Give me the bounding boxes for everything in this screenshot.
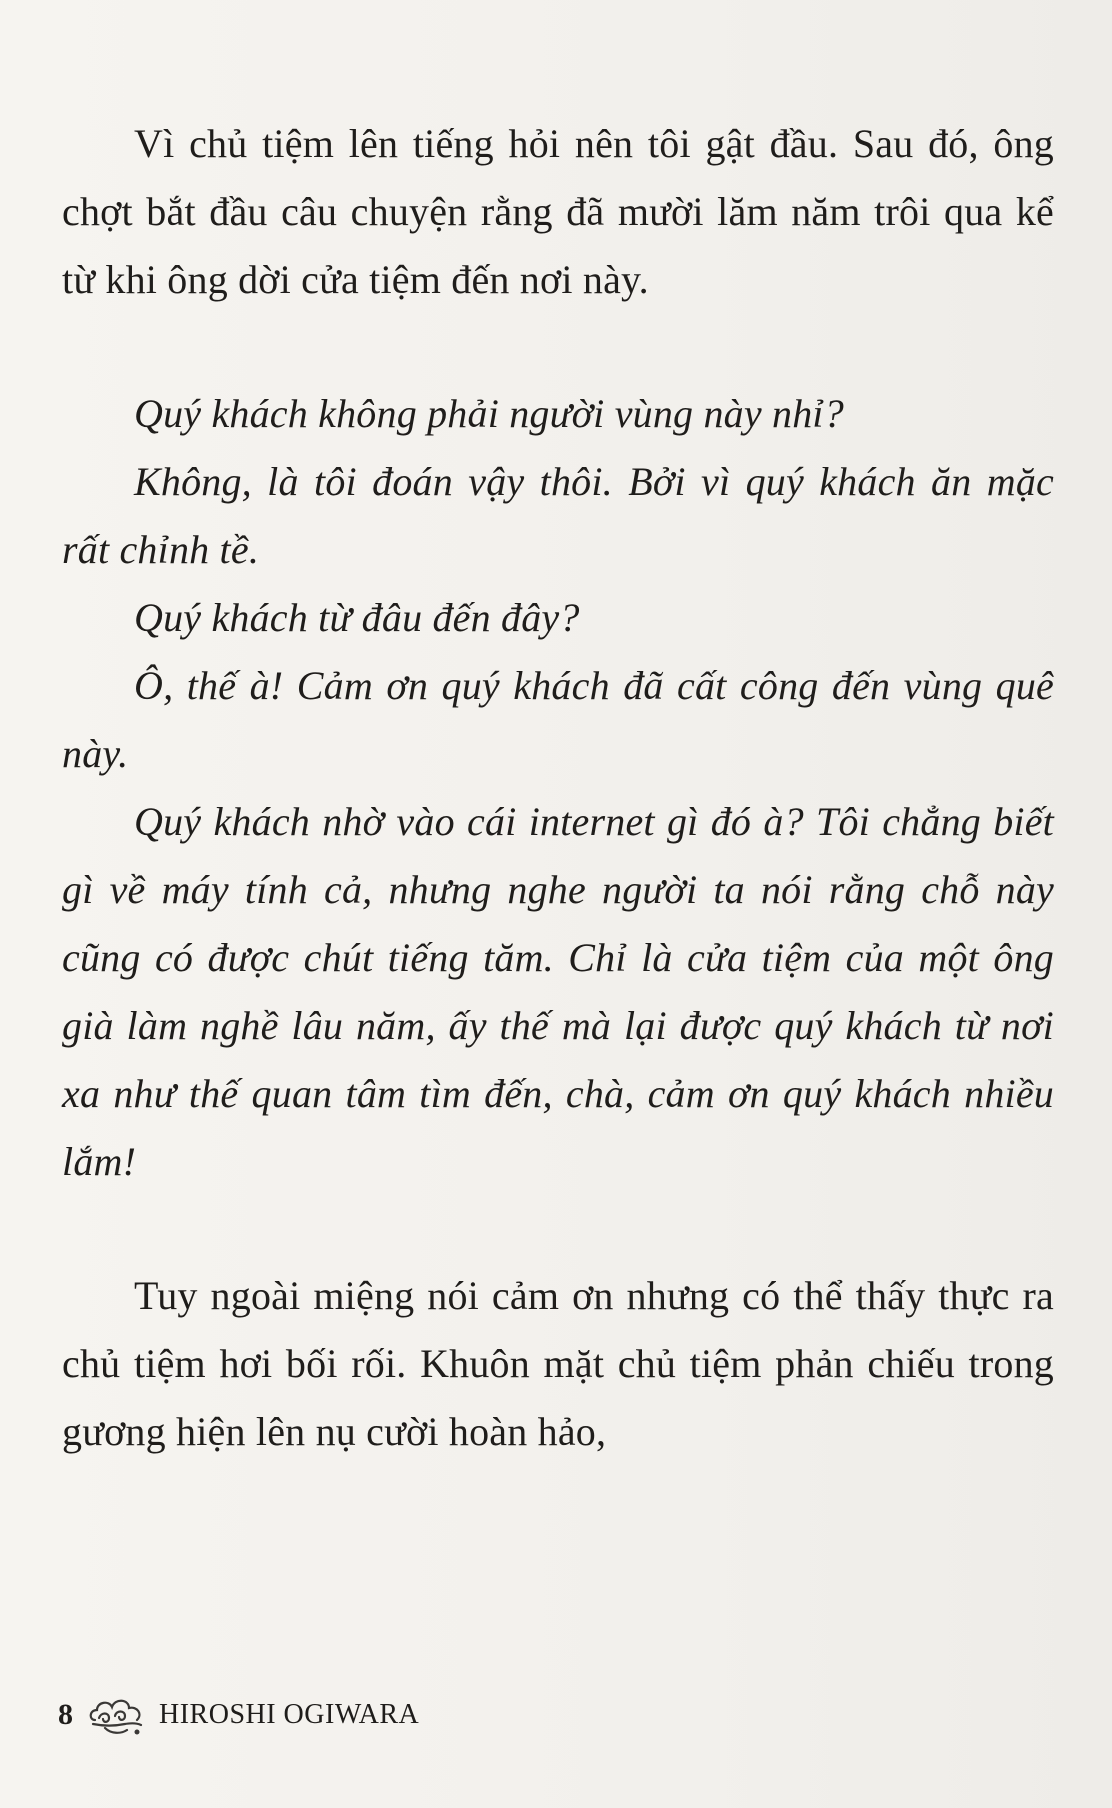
page-number: 8 xyxy=(58,1698,73,1731)
paragraph-dialogue-3: Quý khách từ đâu đến đây? xyxy=(134,595,580,640)
paragraph-narration-2: Tuy ngoài miệng nói cảm ơn nhưng có thể thấy thực ra chủ tiệm hơi bối rối. Khuôn mặt chủ tiệm phản chiếu trong gương hiện lên nụ cười hoàn hảo, xyxy=(62,1273,1054,1454)
paragraph-dialogue-2: Không, là tôi đoán vậy thôi. Bởi vì quý khách ăn mặc rất chỉnh tề. xyxy=(62,459,1054,572)
page-footer xyxy=(58,1690,419,1740)
paragraph-dialogue-4: Ô, thế à! Cảm ơn quý khách đã cất công đến vùng quê này. xyxy=(62,663,1054,776)
author-name: HIROSHI OGIWARA xyxy=(159,1699,420,1730)
cloud-ornament-icon xyxy=(85,1690,147,1740)
section-gap xyxy=(62,314,1054,380)
paragraph-narration-1: Vì chủ tiệm lên tiếng hỏi nên tôi gật đầu. Sau đó, ông chợt bắt đầu câu chuyện rằng đã mười lăm năm trôi qua kể từ khi ông dời cửa tiệm đến nơi này. xyxy=(62,121,1054,302)
page-body xyxy=(62,110,1054,1466)
paragraph-dialogue-5: Quý khách nhờ vào cái internet gì đó à? Tôi chẳng biết gì về máy tính cả, nhưng nghe người ta nói rằng chỗ này cũng có được chút tiếng tăm. Chỉ là cửa tiệm của một ông già làm nghề lâu năm, ấy thế mà lại được quý khách từ nơi xa như thế quan tâm tìm đến, chà, cảm ơn quý khách nhiều lắm! xyxy=(62,799,1054,1184)
paragraph-dialogue-1: Quý khách không phải người vùng này nhỉ? xyxy=(134,391,844,436)
section-gap xyxy=(62,1196,1054,1262)
